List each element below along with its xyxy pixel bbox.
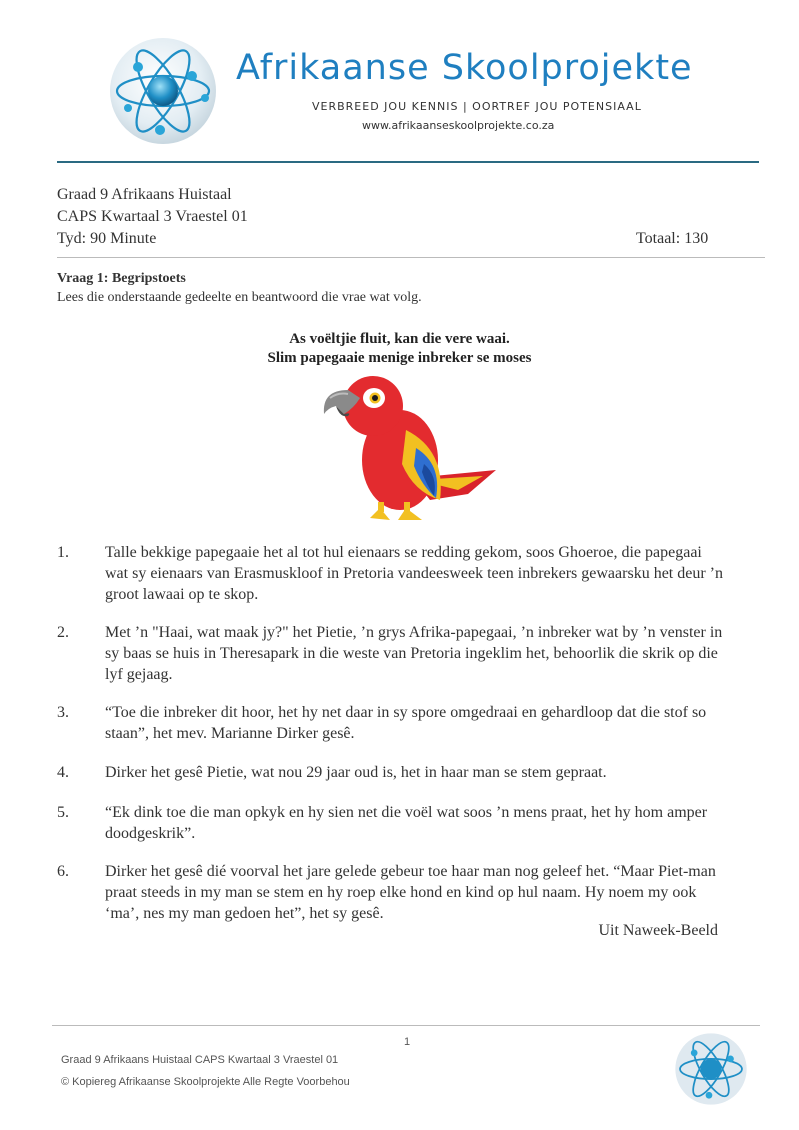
article-headline: As voëltjie fluit, kan die vere waai. — [289, 331, 510, 347]
paragraph-text: Talle bekkige papegaaie het al tot hul eienaars se redding gekom, soos Ghoeroe, die papegaai wat sy eienaars van Erasmuskloof in Pretoria vandeesweek teen inbrekers gewaarsku het deur ’n groot lawaai op te skop. — [105, 544, 723, 603]
time-line: Tyd: 90 Minute — [57, 230, 157, 247]
article-paragraph-3 — [57, 702, 757, 744]
page-number: 1 — [404, 1036, 411, 1048]
article-paragraph-2 — [57, 622, 757, 685]
info-divider — [57, 257, 765, 258]
question-instruction: Lees die onderstaande gedeelte en beantwoord die vrae wat volg. — [57, 290, 422, 305]
atom-globe-icon — [108, 36, 218, 146]
article-paragraph-4 — [57, 762, 757, 783]
article-paragraph-5 — [57, 802, 757, 844]
paragraph-text: “Ek dink toe die man opkyk en hy sien net die voël wat soos ’n mens praat, het hy hom amper doodgeskrik”. — [105, 804, 708, 842]
paragraph-text: “Toe die inbreker dit hoor, het hy net daar in sy spore omgedraai en gehardloop dat die stof so staan”, het mev. Marianne Dirker gesê. — [105, 704, 707, 742]
article-source: Uit Naweek-Beeld — [598, 922, 718, 939]
paragraph-text: Met ’n "Haai, wat maak jy?" het Pietie, ’n grys Afrika-papegaai, ’n inbreker wat by ’n venster in sy baas se huis in Theresapark in die weste van Pretoria ingeklim het, behoorlik die skrik op die lyf gejaag. — [105, 624, 723, 683]
paragraph-number: 6. — [57, 863, 69, 880]
brand-tagline: VERBREED JOU KENNIS | OORTREF JOU POTENSIAAL — [312, 100, 642, 113]
footer-divider — [52, 1025, 760, 1026]
article-subheadline: Slim papegaaie menige inbreker se moses — [267, 350, 532, 366]
footer-paper-line: Graad 9 Afrikaans Huistaal CAPS Kwartaal 3 Vraestel 01 — [61, 1054, 339, 1066]
header-divider — [57, 161, 759, 163]
brand-website: www.afrikaanseskoolprojekte.co.za — [362, 119, 555, 132]
paragraph-number: 1. — [57, 544, 69, 561]
paragraph-text: Dirker het gesê dié voorval het jare gelede gebeur toe haar man nog geleef het. “Maar Piet-man praat steeds in my man se stem en hy roep elke hond en kind op hul naam. Hy noem my ook ‘ma’, nes my man gedoen het”, het sy gesê. — [105, 863, 716, 922]
paragraph-text: Dirker het gesê Pietie, wat nou 29 jaar oud is, het in haar man se stem gepraat. — [105, 764, 607, 781]
article-paragraph-6 — [57, 861, 757, 924]
caps-line: CAPS Kwartaal 3 Vraestel 01 — [57, 208, 248, 225]
footer-copyright: © Kopiereg Afrikaanse Skoolprojekte Alle Regte Voorbehou — [61, 1076, 350, 1088]
paragraph-number: 4. — [57, 764, 69, 781]
article-paragraph-1 — [57, 542, 757, 605]
footer-atom-globe-icon — [674, 1032, 748, 1106]
paragraph-number: 2. — [57, 624, 69, 641]
grade-line: Graad 9 Afrikaans Huistaal — [57, 186, 232, 203]
parrot-illustration — [318, 368, 502, 536]
paragraph-number: 3. — [57, 704, 69, 721]
paragraph-number: 5. — [57, 804, 69, 821]
brand-title: Afrikaanse Skoolprojekte — [236, 48, 693, 88]
question-title: Vraag 1: Begripstoets — [57, 271, 186, 286]
total-line: Totaal: 130 — [636, 230, 709, 247]
